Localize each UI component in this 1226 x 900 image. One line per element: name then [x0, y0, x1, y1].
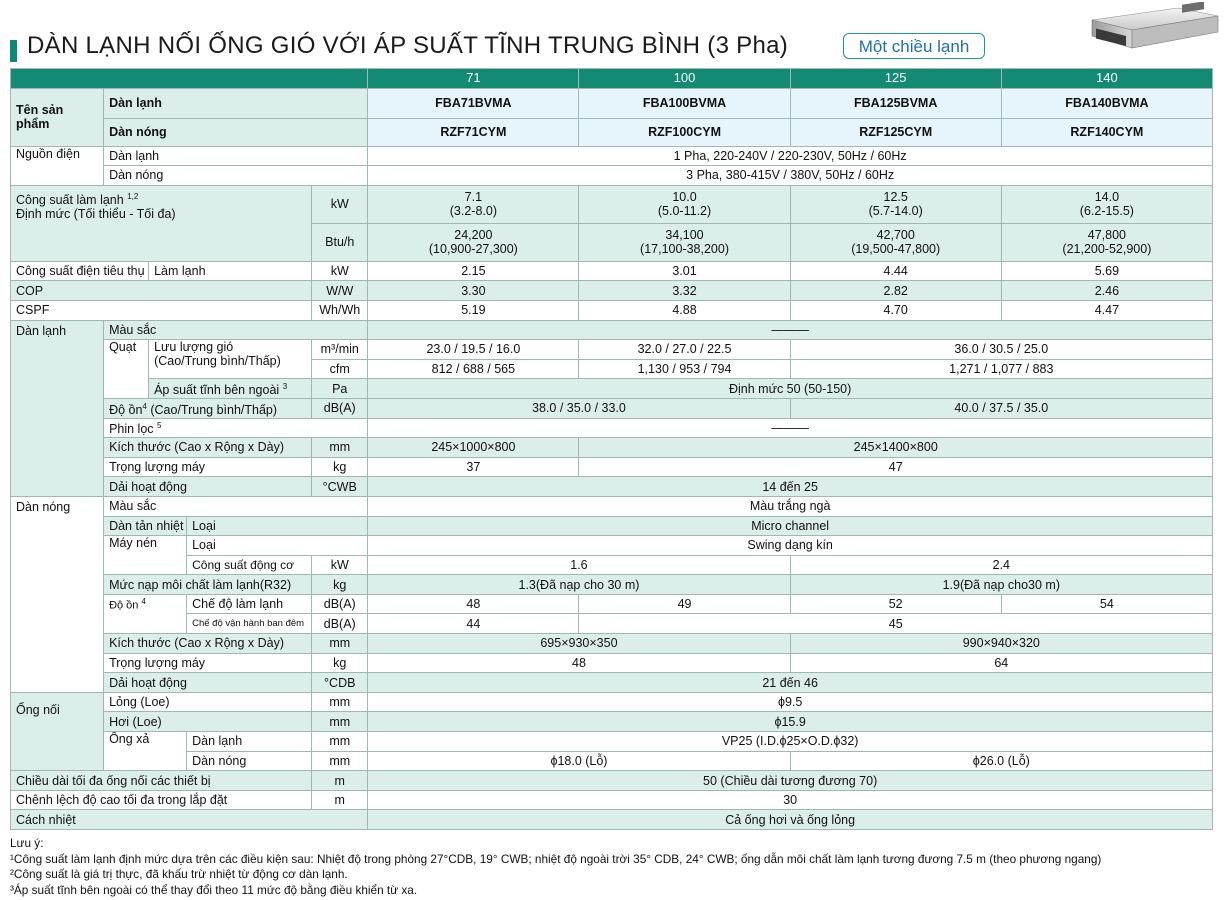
airflow-cfm-value: 1,130 / 953 / 794	[579, 359, 790, 379]
cooling-kw-cell: 14.0 (6.2-15.5)	[1001, 185, 1212, 223]
power-outdoor-label: Dàn nóng	[104, 166, 368, 186]
outdoor-model: RZF100CYM	[579, 118, 790, 146]
charge-value: 1.3(Đã nạp cho 30 m)	[368, 575, 790, 595]
motor-value: 1.6	[368, 555, 790, 575]
unit-btu: Btu/h	[312, 223, 368, 261]
table-row	[11, 712, 1213, 732]
table-row	[11, 418, 1213, 438]
hex-type-label: Loại	[187, 516, 368, 536]
table-row	[11, 477, 1213, 497]
table-row	[11, 751, 1213, 771]
outdoor-model: RZF140CYM	[1001, 118, 1212, 146]
insulation-value: Cả ống hơi và ống lỏng	[368, 810, 1213, 830]
drain-outdoor-label: Dàn nóng	[187, 751, 312, 771]
indoor-range-value: 14 đến 25	[368, 477, 1213, 497]
noise-night-label: Chế độ vận hành ban đêm	[187, 614, 312, 634]
outdoor-color-label: Màu sắc	[104, 496, 368, 516]
noise-cool-value: 49	[579, 594, 790, 614]
footnotes	[10, 836, 1216, 898]
note-item: ²Công suất là giá trị thực, đã khấu trừ nhiệt từ động cơ dàn lạnh.	[10, 867, 348, 881]
cop-label: COP	[11, 281, 312, 301]
table-row	[11, 118, 1213, 146]
cooling-kw-cell: 7.1 (3.2-8.0)	[368, 185, 579, 223]
unit: kg	[312, 575, 368, 595]
drain-indoor-label: Dàn lạnh	[187, 732, 312, 752]
outdoor-model: RZF71CYM	[368, 118, 579, 146]
title-accent-bar	[10, 40, 17, 62]
gas-value: ϕ15.9	[368, 712, 1213, 732]
unit: Wh/Wh	[312, 300, 368, 320]
power-outdoor-value: 3 Pha, 380-415V / 380V, 50Hz / 60Hz	[368, 166, 1213, 186]
capacity-header-row	[11, 69, 1213, 89]
gas-label: Hơi (Loe)	[104, 712, 312, 732]
unit: mm	[312, 634, 368, 654]
table-row	[11, 496, 1213, 516]
cooling-kw-cell: 10.0 (5.0-11.2)	[579, 185, 790, 223]
outdoor-noise-label: Độ ồn $^4$	[104, 594, 187, 633]
table-row	[11, 261, 1213, 281]
charge-value: 1.9(Đã nạp cho30 m)	[790, 575, 1212, 595]
unit: Pa	[312, 379, 368, 399]
indoor-model: FBA125BVMA	[790, 88, 1001, 118]
drain-label: Ống xả	[104, 732, 187, 771]
cooling-kw-cell: 12.5 (5.7-14.0)	[790, 185, 1001, 223]
compressor-type-label: Loại	[187, 536, 368, 556]
mode-badge: Một chiều lạnh	[843, 33, 985, 59]
outdoor-model: RZF125CYM	[790, 118, 1001, 146]
indoor-noise-value: 38.0 / 35.0 / 33.0	[368, 398, 790, 418]
airflow-cfm-value: 812 / 688 / 565	[368, 359, 579, 379]
cspf-value: 4.70	[790, 300, 1001, 320]
outdoor-range-label: Dải hoạt động	[104, 673, 312, 693]
page-header	[10, 30, 1216, 66]
noise-cool-value: 54	[1001, 594, 1212, 614]
unit: °CWB	[312, 477, 368, 497]
indoor-dims-label: Kích thước (Cao x Rộng x Dày)	[104, 438, 312, 458]
cooling-btu-cell: 42,700 (19,500-47,800)	[790, 223, 1001, 261]
unit: °CDB	[312, 673, 368, 693]
compressor-label: Máy nén	[104, 536, 187, 575]
unit: cfm	[312, 359, 368, 379]
cspf-value: 5.19	[368, 300, 579, 320]
indoor-weight-value: 37	[368, 457, 579, 477]
unit: m	[312, 790, 368, 810]
indoor-section-label: Dàn lạnh	[11, 320, 104, 496]
noise-cool-value: 48	[368, 594, 579, 614]
table-row	[11, 340, 1213, 360]
unit: mm	[312, 692, 368, 712]
header-blank	[11, 69, 368, 89]
cop-value: 2.82	[790, 281, 1001, 301]
unit: mm	[312, 712, 368, 732]
table-row	[11, 281, 1213, 301]
max-length-label: Chiều dài tối đa ống nối các thiết bị	[11, 771, 312, 791]
outdoor-weight-value: 64	[790, 653, 1212, 673]
filter-label: Phin lọc $^5$	[104, 418, 368, 438]
piping-section-label: Ống nối	[11, 692, 104, 770]
indoor-dims-value: 245×1400×800	[579, 438, 1213, 458]
power-indoor-value: 1 Pha, 220-240V / 220-230V, 50Hz / 60Hz	[368, 146, 1213, 166]
capacity-140: 140	[1001, 69, 1212, 89]
airflow-cfm-value: 1,271 / 1,077 / 883	[790, 359, 1212, 379]
table-row	[11, 653, 1213, 673]
unit: kg	[312, 457, 368, 477]
capacity-100: 100	[579, 69, 790, 89]
unit: kW	[312, 555, 368, 575]
outdoor-weight-value: 48	[368, 653, 790, 673]
filter-value: ———	[368, 418, 1213, 438]
notes-heading: Lưu ý:	[10, 836, 44, 850]
table-row	[11, 692, 1213, 712]
unit: m	[312, 771, 368, 791]
table-row	[11, 673, 1213, 693]
ducted-unit-product-image	[1086, 2, 1222, 54]
outdoor-color-value: Màu trắng ngà	[368, 496, 1213, 516]
indoor-noise-label: Độ ồn$^4$ (Cao/Trung bình/Thấp)	[104, 398, 312, 418]
indoor-model: FBA100BVMA	[579, 88, 790, 118]
cop-value: 2.46	[1001, 281, 1212, 301]
unit: W/W	[312, 281, 368, 301]
indoor-model: FBA71BVMA	[368, 88, 579, 118]
table-row	[11, 732, 1213, 752]
table-row	[11, 457, 1213, 477]
table-row	[11, 438, 1213, 458]
cooling-btu-cell: 47,800 (21,200-52,900)	[1001, 223, 1212, 261]
airflow-m3-value: 23.0 / 19.5 / 16.0	[368, 340, 579, 360]
liquid-value: ϕ9.5	[368, 692, 1213, 712]
product-name-label: Tên sản phẩm	[11, 88, 104, 146]
capacity-71: 71	[368, 69, 579, 89]
table-row	[11, 166, 1213, 186]
airflow-m3-value: 32.0 / 27.0 / 22.5	[579, 340, 790, 360]
unit: kg	[312, 653, 368, 673]
table-row	[11, 575, 1213, 595]
page-title: DÀN LẠNH NỐI ỐNG GIÓ VỚI ÁP SUẤT TĨNH TRUNG BÌNH (3 Pha)	[27, 32, 789, 59]
noise-cool-label: Chế độ làm lạnh	[187, 594, 312, 614]
spec-table	[10, 68, 1213, 830]
table-row	[11, 146, 1213, 166]
noise-night-value: 45	[579, 614, 1213, 634]
table-row	[11, 185, 1213, 223]
drain-outdoor-value: ϕ18.0 (Lỗ)	[368, 751, 790, 771]
drain-indoor-value: VP25 (I.D.ϕ25×O.D.ϕ32)	[368, 732, 1213, 752]
outdoor-weight-label: Trọng lượng máy	[104, 653, 312, 673]
table-row	[11, 320, 1213, 340]
max-height-label: Chênh lệch độ cao tối đa trong lắp đặt	[11, 790, 312, 810]
unit: dB(A)	[312, 594, 368, 614]
note-item: ³Áp suất tĩnh bên ngoài có thể thay đổi theo 11 mức độ bằng điều khiển từ xa.	[10, 882, 418, 897]
power-consumption-value: 2.15	[368, 261, 579, 281]
max-length-value: 50 (Chiều dài tương đương 70)	[368, 771, 1213, 791]
cop-value: 3.30	[368, 281, 579, 301]
cspf-label: CSPF	[11, 300, 312, 320]
outdoor-section-label: Dàn nóng	[11, 496, 104, 692]
cooling-btu-cell: 24,200 (10,900-27,300)	[368, 223, 579, 261]
outdoor-model-label: Dàn nóng	[104, 118, 368, 146]
table-row	[11, 790, 1213, 810]
table-row	[11, 379, 1213, 399]
table-row	[11, 555, 1213, 575]
unit: mm	[312, 751, 368, 771]
power-consumption-value: 5.69	[1001, 261, 1212, 281]
esp-label: Áp suất tĩnh bên ngoài $^3$	[149, 379, 312, 399]
cooling-capacity-label: Công suất làm lạnh $^{1,2}$ Định mức (Tối thiểu - Tối đa)	[11, 185, 312, 261]
indoor-dims-value: 245×1000×800	[368, 438, 579, 458]
compressor-type-value: Swing dạng kín	[368, 536, 1213, 556]
unit: mm	[312, 438, 368, 458]
cop-value: 3.32	[579, 281, 790, 301]
table-row	[11, 614, 1213, 634]
unit: mm	[312, 732, 368, 752]
table-row	[11, 536, 1213, 556]
table-row	[11, 771, 1213, 791]
liquid-label: Lỏng (Loe)	[104, 692, 312, 712]
table-row	[11, 516, 1213, 536]
outdoor-dims-value: 990×940×320	[790, 634, 1212, 654]
indoor-model-label: Dàn lạnh	[104, 88, 368, 118]
unit: kW	[312, 261, 368, 281]
unit-kw: kW	[312, 185, 368, 223]
unit: dB(A)	[312, 614, 368, 634]
indoor-color-value: ———	[368, 320, 1213, 340]
power-consumption-value: 3.01	[579, 261, 790, 281]
table-row	[11, 594, 1213, 614]
table-row	[11, 88, 1213, 118]
table-row	[11, 300, 1213, 320]
indoor-noise-value: 40.0 / 37.5 / 35.0	[790, 398, 1212, 418]
insulation-label: Cách nhiệt	[11, 810, 368, 830]
motor-value: 2.4	[790, 555, 1212, 575]
table-row	[11, 634, 1213, 654]
indoor-model: FBA140BVMA	[1001, 88, 1212, 118]
cspf-value: 4.47	[1001, 300, 1212, 320]
esp-value: Định mức 50 (50-150)	[368, 379, 1213, 399]
charge-label: Mức nạp môi chất làm lạnh(R32)	[104, 575, 312, 595]
table-row	[11, 810, 1213, 830]
cspf-value: 4.88	[579, 300, 790, 320]
indoor-weight-value: 47	[579, 457, 1213, 477]
motor-label: Công suất động cơ	[187, 555, 312, 575]
table-row	[11, 398, 1213, 418]
indoor-weight-label: Trọng lượng máy	[104, 457, 312, 477]
noise-night-value: 44	[368, 614, 579, 634]
airflow-label: Lưu lượng gió (Cao/Trung bình/Thấp)	[149, 340, 312, 379]
hex-type-value: Micro channel	[368, 516, 1213, 536]
cooling-btu-cell: 34,100 (17,100-38,200)	[579, 223, 790, 261]
indoor-color-label: Màu sắc	[104, 320, 368, 340]
power-source-label: Nguồn điện	[11, 146, 104, 185]
max-height-value: 30	[368, 790, 1213, 810]
power-consumption-value: 4.44	[790, 261, 1001, 281]
power-indoor-label: Dàn lạnh	[104, 146, 368, 166]
unit: dB(A)	[312, 398, 368, 418]
fan-label: Quạt	[104, 340, 149, 399]
outdoor-dims-value: 695×930×350	[368, 634, 790, 654]
note-item: ¹Công suất làm lạnh định mức dựa trên các điều kiện sau: Nhiệt độ trong phòng 27°CDB, 19° CWB; nhiệt độ ngoài trời 35° CDB, 24° CWB; ống dẫn môi chất làm lạnh tương đương 7.5 m (theo phương ngang)	[10, 851, 1102, 866]
power-consumption-sublabel: Làm lạnh	[149, 261, 312, 281]
outdoor-range-value: 21 đến 46	[368, 673, 1213, 693]
hex-label: Dàn tản nhiệt	[104, 516, 187, 536]
power-consumption-label: Công suất điện tiêu thụ	[11, 261, 149, 281]
outdoor-dims-label: Kích thước (Cao x Rộng x Dày)	[104, 634, 312, 654]
noise-cool-value: 52	[790, 594, 1001, 614]
capacity-125: 125	[790, 69, 1001, 89]
drain-outdoor-value: ϕ26.0 (Lỗ)	[790, 751, 1212, 771]
indoor-range-label: Dải hoạt động	[104, 477, 312, 497]
airflow-m3-value: 36.0 / 30.5 / 25.0	[790, 340, 1212, 360]
unit: m³/min	[312, 340, 368, 360]
